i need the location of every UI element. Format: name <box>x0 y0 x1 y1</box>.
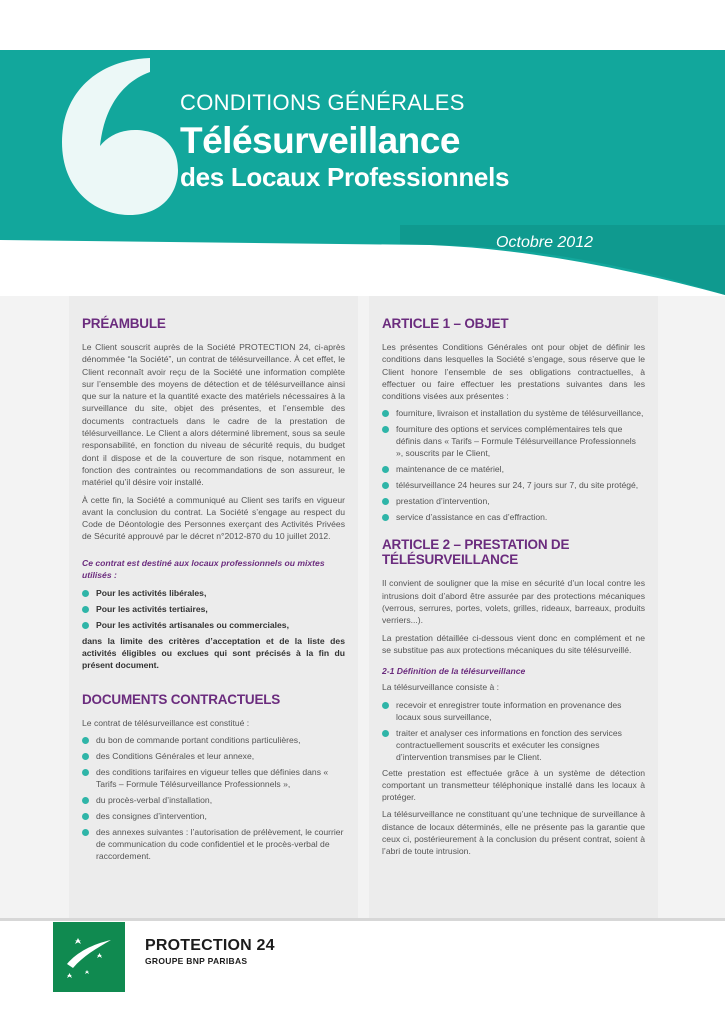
list-item: des conditions tarifaires en vigueur telles que définies dans « Tarifs – Formule Télésurveillance Professionnels », <box>82 766 345 790</box>
doc-date: Octobre 2012 <box>496 234 593 251</box>
list-item: traiter et analyser ces informations en fonction des services contractuellement souscrits et exécuter les consignes d’intervention transmises par le Client. <box>382 727 645 763</box>
right-column <box>369 296 658 918</box>
article-1-list <box>382 407 645 523</box>
footer-divider <box>0 918 725 921</box>
list-item: des Conditions Générales et leur annexe, <box>82 750 345 762</box>
limite-paragraph: dans la limite des critères d’acceptation et de la liste des activités éligibles ou exclues qui sont précisés à la fin du présent document. <box>82 635 345 671</box>
list-item: du procès-verbal d’installation, <box>82 794 345 806</box>
list-item: Pour les activités artisanales ou commerciales, <box>82 619 345 631</box>
stars-icon <box>53 922 125 992</box>
documents-title: DOCUMENTS CONTRACTUELS <box>82 691 281 707</box>
list-item: télésurveillance 24 heures sur 24, 7 jours sur 7, du site protégé, <box>382 479 645 491</box>
list-item: des consignes d’intervention, <box>82 810 345 822</box>
list-item: prestation d’intervention, <box>382 495 645 507</box>
destine-note: Ce contrat est destiné aux locaux professionnels ou mixtes utilisés : <box>82 557 325 580</box>
documents-list <box>82 734 345 862</box>
list-item: fourniture, livraison et installation du système de télésurveillance, <box>382 407 645 419</box>
doc-title: Télésurveillance <box>180 120 460 161</box>
brand-group: GROUPE BNP PARIBAS <box>145 956 248 966</box>
section-2-1-paragraph-2: La télésurveillance ne constituant qu’une technique de surveillance à distance de locaux déterminés, elle ne présente pas la garantie que ceux ci, postérieurement à la conclusion du présent contrat, soient à l’abri de toute intrusion. <box>382 809 645 857</box>
list-item: Pour les activités libérales, <box>82 587 345 599</box>
article-2-paragraph-2: La prestation détaillée ci-dessous vient donc en complément et ne se substitue pas aux protections mécaniques du site télésurveillé. <box>382 632 645 655</box>
preambule-paragraph-1: Le Client souscrit auprès de la Société PROTECTION 24, ci-après dénommée “la Société”, un contrat de télésurveillance. À cet effet, le Client reconnaît avoir reçu de la Société une information complète sur l’ensemble des moyens de détection et de télésurveillance ainsi que sur la nature et la quantité exacte des matériels nécessaires à la surveillance du site, objet des présentes, et l’ensemble des documents contractuels dans le cadre de la prestation de télésurveillance. Le Client a alors déterminé librement, sous sa seule responsabilité, en fonction du niveau de sécurité requis, du budget dont il dispose et de la couverture de son risque, notamment en fonction des contraintes ou recommandations de son assureur, le matériel qu’il désire voir installé. <box>82 342 345 488</box>
documents-intro: Le contrat de télésurveillance est constitué : <box>82 717 250 728</box>
preambule-paragraph-2: À cette fin, la Société a communiqué au Client ses tarifs en vigueur avant la conclusion du contrat. La Société s’engage au respect du Code de Déontologie des Personnes exerçant des Activités Privées de Sécurité approuvé par le décret n°2012-870 du 10 juillet 2012. <box>82 494 345 542</box>
article-2-paragraph-1: Il convient de souligner que la mise en sécurité d’un local contre les intrusions doit d’abord être assurée par des protections mécaniques (verrous, serrures, portes, volets, grilles, rideaux, barreaux, produits verriers...). <box>382 578 645 626</box>
doc-kicker: CONDITIONS GÉNÉRALES <box>180 90 465 115</box>
list-item: recevoir et enregistrer toute information en provenance des locaux sous surveillance, <box>382 699 645 723</box>
left-column <box>69 296 358 918</box>
preambule-title: PRÉAMBULE <box>82 316 166 331</box>
list-item: du bon de commande portant conditions particulières, <box>82 734 345 746</box>
list-item: des annexes suivantes : l’autorisation de prélèvement, le courrier de communication du code confidentiel et le procès-verbal de raccordement. <box>82 826 345 862</box>
content-area <box>0 296 725 918</box>
activities-list <box>82 587 345 631</box>
header-text <box>180 90 509 193</box>
doc-subtitle: des Locaux Professionnels <box>180 162 510 192</box>
article-2-title: ARTICLE 2 – PRESTATION DE TÉLÉSURVEILLANCE <box>382 537 570 568</box>
bnp-logo <box>53 922 125 992</box>
brand-block <box>145 937 275 966</box>
article-1-title: ARTICLE 1 – OBJET <box>382 316 509 331</box>
brand-name: PROTECTION 24 <box>145 937 275 954</box>
list-item: fourniture des options et services complémentaires tels que définis dans « Tarifs – Formule Télésurveillance Professionnels », souscrits par le Client, <box>382 423 645 459</box>
list-item: maintenance de ce matériel, <box>382 463 645 475</box>
section-2-1-paragraph-1: Cette prestation est effectuée grâce à un système de détection comportant un transmetteur téléphonique installé dans les locaux à protéger. <box>382 767 645 803</box>
section-2-1-intro: La télésurveillance consiste à : <box>382 682 500 693</box>
section-2-1-list <box>382 699 645 763</box>
article-1-paragraph: Les présentes Conditions Générales ont pour objet de définir les conditions dans lesquelles la Société s’engage, sous réserve que le Client honore l’ensemble de ses obligations contractuelles, à effectuer ou faire effectuer les prestations suivantes dans les conditions visées aux présentes : <box>382 342 645 402</box>
list-item: Pour les activités tertiaires, <box>82 603 345 615</box>
list-item: service d’assistance en cas d’effraction. <box>382 511 645 523</box>
section-2-1-title: 2-1 Définition de la télésurveillance <box>382 666 526 677</box>
